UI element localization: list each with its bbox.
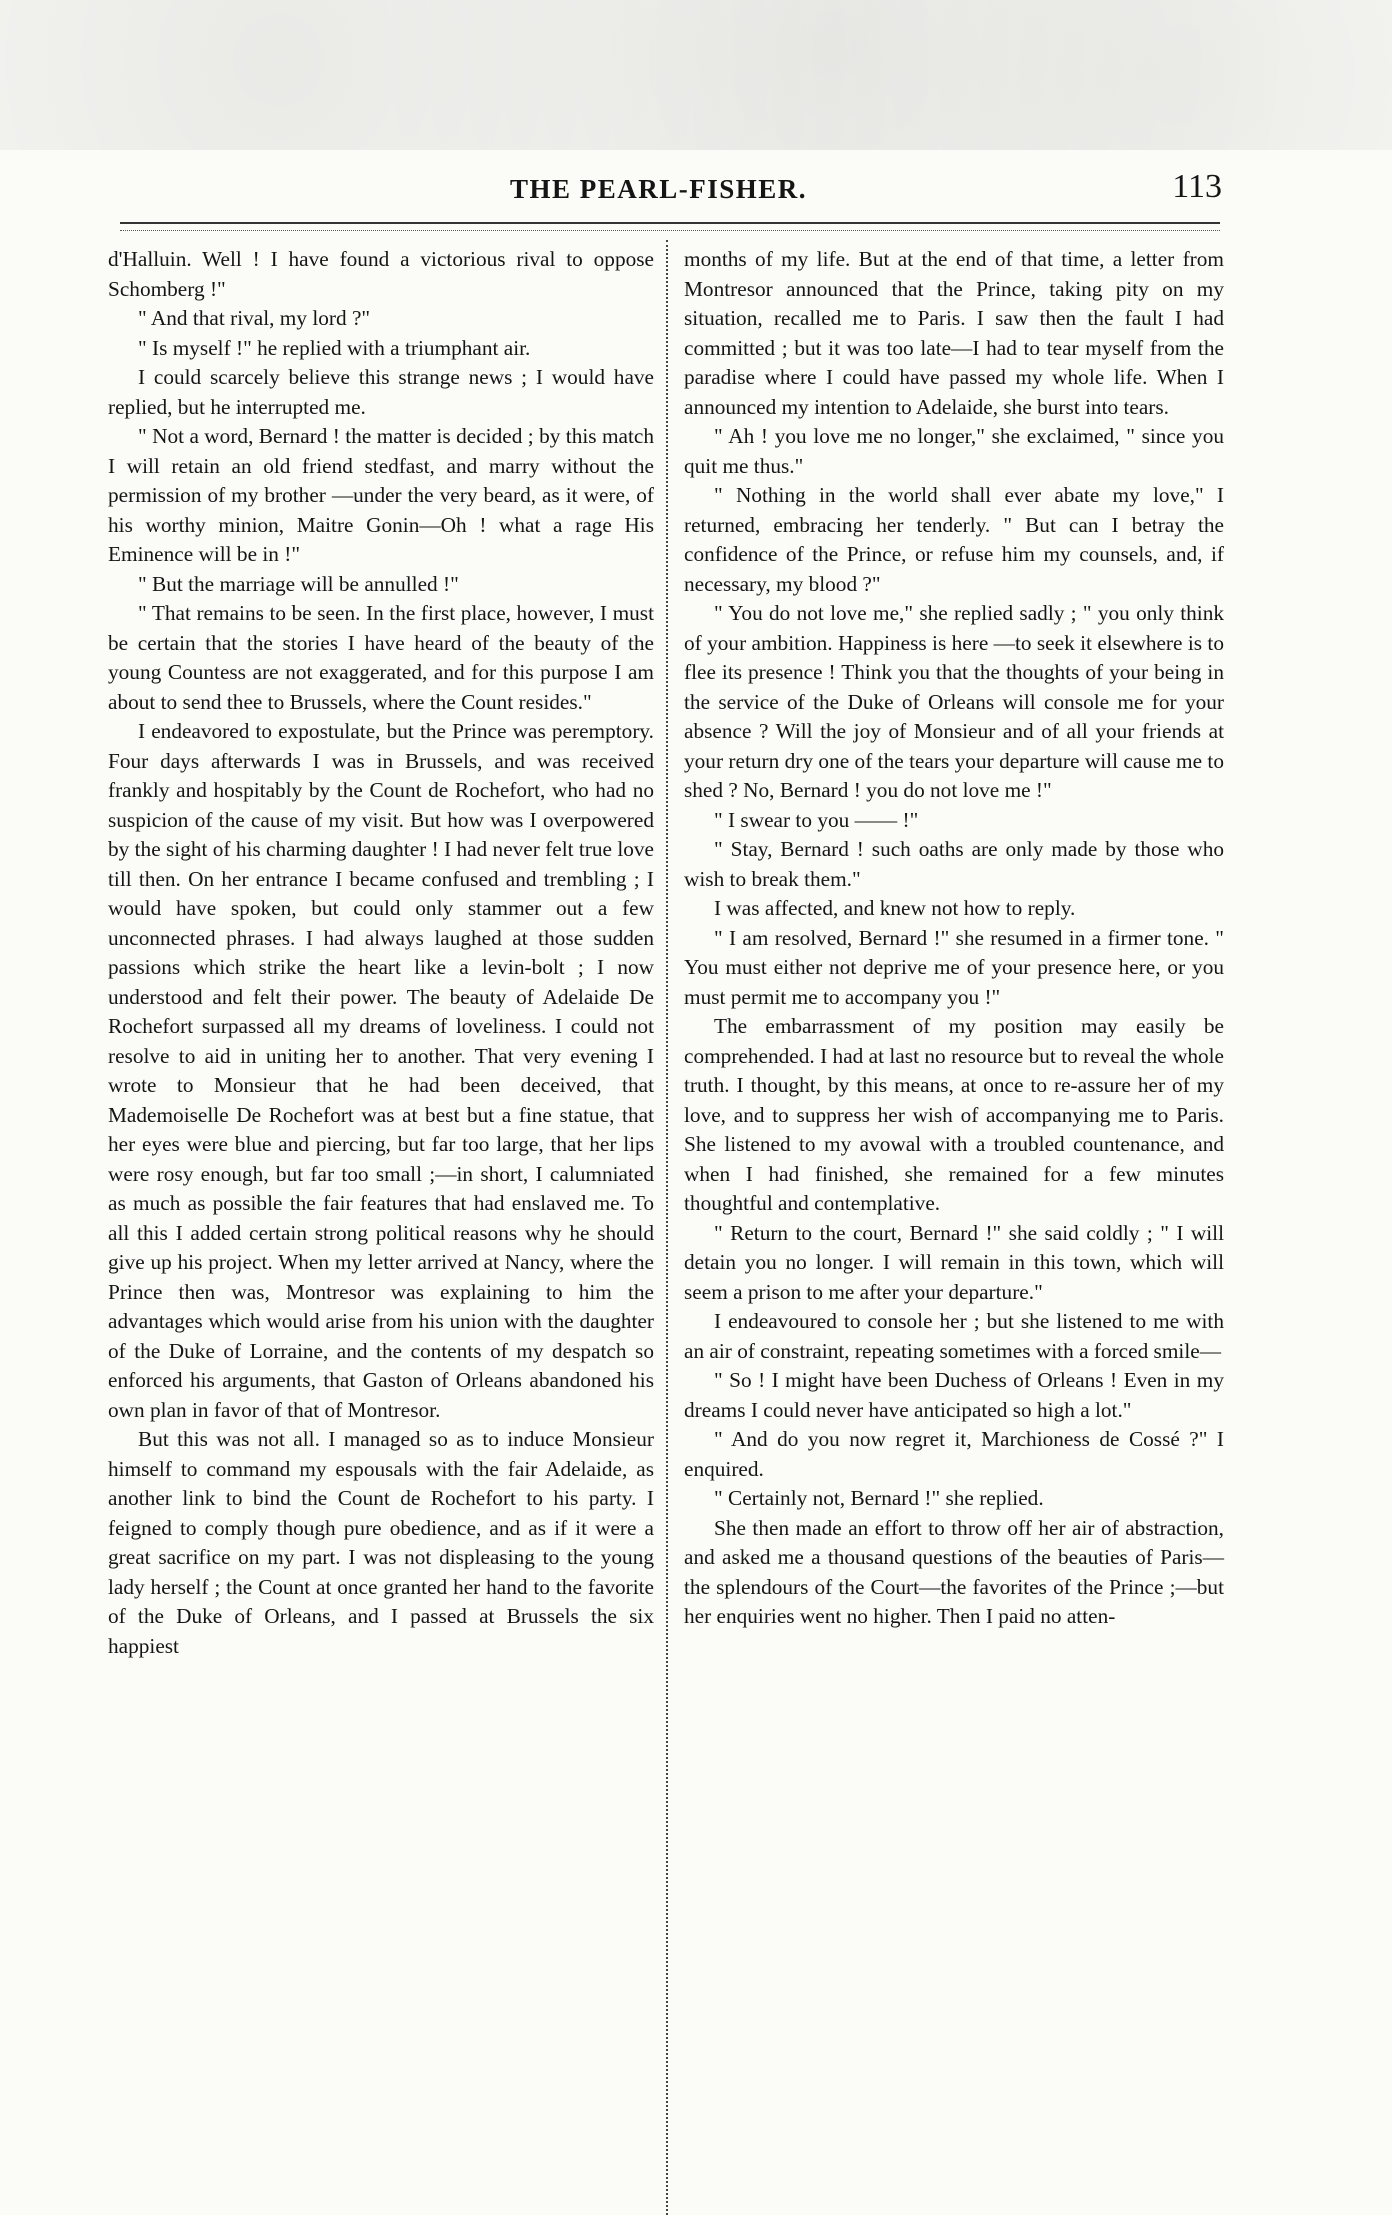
paragraph: " And that rival, my lord ?" xyxy=(138,306,371,330)
paragraph: The embarrassment of my position may easily be comprehended. I had at last no resource but to reveal the whole truth. I thought, by this means, at once to re-assure her of my love, and to suppress her wish of accompanying me to Paris. She listened to my avowal with a troubled countenance, and when I had finished, she remained for a few minutes thoughtful and contemplative. xyxy=(684,1014,1224,1215)
paragraph: " But the marriage will be annulled !" xyxy=(138,571,459,596)
paragraph: " Is myself !" he replied with a triumphant air. xyxy=(138,335,531,360)
paragraph: " Ah ! you love me no longer," she exclaimed, " since you quit me thus." xyxy=(684,424,1224,478)
column-divider xyxy=(666,240,672,2215)
paragraph: " You do not love me," she replied sadly ; " you only think of your ambition. Happiness is here —to seek it elsewhere is to flee its presence ! Think you that the thoughts of your being in the service of the Duke of Orleans will console me for your absence ? Will the joy of Monsieur and of all your friends at your return dry one of the tears your departure will cause me to shed ? No, Bernard ! you do not love me !" xyxy=(684,601,1224,802)
left-column xyxy=(108,245,654,1661)
paragraph: " Nothing in the world shall ever abate my love," I returned, embracing her tenderly. " But can I betray the confidence of the Prince, or refuse him my counsels, and, if necessary, my blood ?" xyxy=(684,483,1224,596)
paragraph: " Certainly not, Bernard !" she replied. xyxy=(714,1486,1044,1510)
paragraph: months of my life. But at the end of that time, a letter from Montresor announced that the Prince, taking pity on my situation, recalled me to Paris. I saw then the fault I had committed ; but it was too late—I had to tear myself from the paradise where I could have passed my whole life. When I announced my intention to Adelaide, she burst into tears. xyxy=(684,247,1224,419)
page-title: THE PEARL-FISHER. xyxy=(510,174,808,204)
paragraph: I could scarcely believe this strange news ; I would have replied, but he interrupted me. xyxy=(108,365,654,419)
right-column xyxy=(684,245,1224,1632)
paragraph: " I am resolved, Bernard !" she resumed in a firmer tone. " You must either not deprive me of your presence here, or you must permit me to accompany you !" xyxy=(684,925,1224,1009)
scan-noise-top xyxy=(0,0,1392,150)
paragraph: " That remains to be seen. In the first place, however, I must be certain that the stories I have heard of the beauty of the young Countess are not exaggerated, and for this purpose I am about to send thee to Brussels, where the Count resides." xyxy=(108,601,654,714)
paragraph: d'Halluin. Well ! I have found a victorious rival to oppose Schomberg !" xyxy=(108,247,654,301)
paragraph: " Return to the court, Bernard !" she said coldly ; " I will detain you no longer. I will remain in this town, which will seem a prison to me after your departure." xyxy=(684,1220,1224,1304)
running-header xyxy=(120,168,1220,218)
paragraph: " I swear to you —— !" xyxy=(714,807,919,832)
paragraph: " Stay, Bernard ! such oaths are only made by those who wish to break them." xyxy=(684,837,1224,891)
paragraph: " Not a word, Bernard ! the matter is decided ; by this match I will retain an old friend stedfast, and marry without the permission of my brother —under the very beard, as it were, of his worthy minion, Maitre Gonin—Oh ! what a rage His Eminence will be in !" xyxy=(108,424,654,566)
paragraph: I endeavoured to console her ; but she listened to me with an air of constraint, repeating sometimes with a forced smile— xyxy=(684,1309,1224,1363)
paragraph: I was affected, and knew not how to reply. xyxy=(714,896,1076,920)
header-rule xyxy=(120,222,1220,231)
paragraph: I endeavored to expostulate, but the Prince was peremptory. Four days afterwards I was in Brussels, and was received frankly and hospitably by the Count de Rochefort, who had no suspicion of the cause of my visit. But how was I overpowered by the sight of his charming daughter ! I had never felt true love till then. On her entrance I became confused and trembling ; I would have spoken, but could only stammer out a few unconnected phrases. I had always laughed at those sudden passions which strike the heart like a levin-bolt ; I now understood and felt their power. The beauty of Adelaide De Rochefort surpassed all my dreams of loveliness. I could not resolve to aid in uniting her to another. That very evening I wrote to Monsieur that he had been deceived, that Mademoiselle De Rochefort was at best but a fine statue, that her eyes were blue and piercing, but far too large, that her lips were rosy enough, but far too small ;—in short, I calumniated as much as possible the fair features that had enslaved me. To all this I added certain strong political reasons why he should give up his project. When my letter arrived at Nancy, where the Prince then was, Montresor was explaining to him the advantages which would arise from his union with the daughter of the Duke of Lorraine, and the contents of my despatch so enforced his arguments, that Gaston of Orleans abandoned his own plan in favor of that of Montresor. xyxy=(108,719,654,1422)
paragraph: She then made an effort to throw off her air of abstraction, and asked me a thousand questions of the beauties of Paris—the splendours of the Court—the favorites of the Prince ;—but her enquiries went no higher. Then I paid no atten- xyxy=(684,1515,1224,1628)
paragraph: " And do you now regret it, Marchioness de Cossé ?" I enquired. xyxy=(684,1427,1224,1481)
page-number: 113 xyxy=(1172,168,1222,205)
paragraph: But this was not all. I managed so as to induce Monsieur himself to command my espousals with the fair Adelaide, as another link to bind the Count de Rochefort to his party. I feigned to comply though pure obedience, and as if it were a great sacrifice on my part. I was not displeasing to the young lady herself ; the Count at once granted her hand to the favorite of the Duke of Orleans, and I passed at Brussels the six happiest xyxy=(108,1427,654,1658)
paragraph: " So ! I might have been Duchess of Orleans ! Even in my dreams I could never have anticipated so high a lot." xyxy=(684,1368,1224,1422)
